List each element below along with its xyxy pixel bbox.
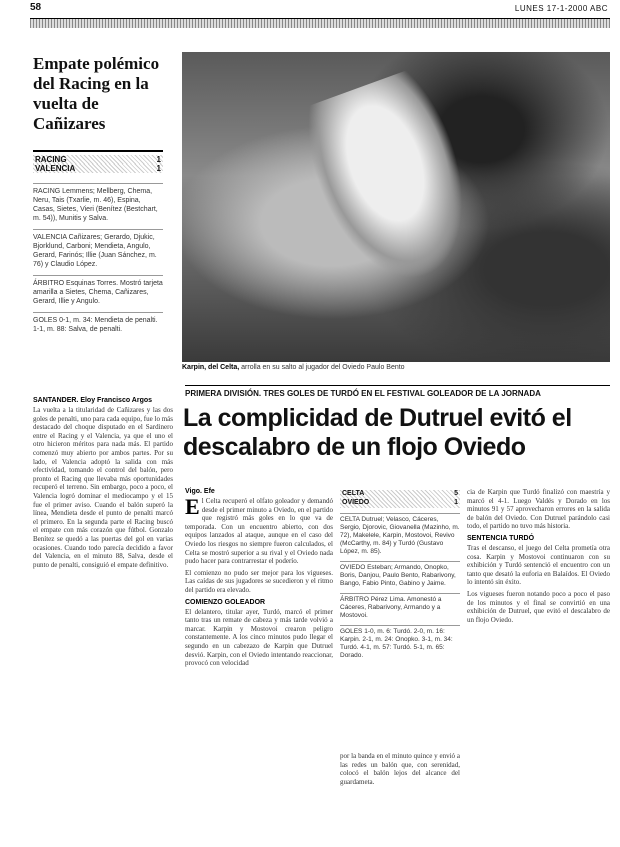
team-name: OVIEDO <box>342 499 370 506</box>
team-score: 5 <box>454 490 458 497</box>
side-story-body <box>33 397 173 569</box>
article-col-3 <box>467 488 610 624</box>
celta-lineup: CELTA Dutruel; Velasco, Cáceres, Sergio, Djorovic, Giovanella (Mazinho, m. 72), Makelele, Karpin, Mostovoi, Revivo (McCarthy, m. 84) y Turdó (Gustavo López, m. 85). <box>340 513 460 556</box>
header-bar <box>30 18 610 28</box>
main-match-sheet <box>340 490 460 660</box>
team-name: VALENCIA <box>35 164 76 173</box>
team-score: 1 <box>454 499 458 506</box>
article-para: El comienzo no pudo ser mejor para los vigueses. Las caídas de sus jugadores se sucedieron y el ritmo del partido era elevado. <box>185 568 333 594</box>
main-referee: ÁRBITRO Pérez Lima. Amonestó a Cáceres, Rabarivony, Armando y a Mostovoi. <box>340 593 460 620</box>
side-goals: GOLES 0-1, m. 34: Mendieta de penalti. 1-1, m. 88: Salva, de penalti. <box>33 312 163 334</box>
article-para: Tras el descanso, el juego del Celta prometía otra cosa. Karpin y Mostovoi continuaron con su exhibición y Turdó sentenció el encuentro con un tanto que desató la euforia en Balaídos. El Oviedo lo intentó sin éxito. <box>467 543 610 587</box>
racing-lineup: RACING Lemmens; Mellberg, Chema, Neru, Tais (Txarlie, m. 46), Espina, Casas, Sietes, Vieri (Benítez (Bestchart, m. 54)), Munitis y Salva. <box>33 183 163 223</box>
team-name: RACING <box>35 155 67 164</box>
article-para: l Celta recuperó el olfato goleador y demandó desde el primer minuto a Oviedo, en el partido que registró más goles en lo que va de temporada. Con un encuentro abierto, con dos equipos lanzados al ataque, aunque en el caso del Oviedo los riesgos no siempre fueron calculados, el Celta se mostró superior a su rival y el Oviedo nada pudo hacer para contrarrestar el poderío. <box>185 497 333 566</box>
article-byline: Vigo. Efe <box>185 488 215 495</box>
article-col-2 <box>340 752 460 786</box>
page-number: 58 <box>30 2 42 13</box>
photo-caption <box>182 364 610 371</box>
article-para: por la banda en el minuto quince y envió a las redes un balón que, con serenidad, colocó el balón lejos del alcance del guardameta. <box>340 752 460 786</box>
caption-text: arrolla en su salto al jugador del Oviedo Paulo Bento <box>239 364 405 371</box>
article-para: El delantero, titular ayer, Turdó, marcó el primer tanto tras un remate de cabeza y más tarde volvió a marcar. Karpin y Mostovoi crearon peligro constantemente. A los cinco minutos pudo llegar el segundo en un cabezazo de Karpin que Dutruel desvió. Karpin, con el Oviedo intentando reaccionar, provocó con velocidad <box>185 607 333 668</box>
side-story-title: Empate polémico del Racing en la vuelta de Cañizares <box>33 54 160 133</box>
score-row <box>33 155 163 164</box>
main-goals: GOLES 1-0, m. 6: Turdó. 2-0, m. 16: Karpin. 2-1, m. 24: Onopko. 3-1, m. 34: Turdó. 4-1, m. 57: Turdó. 5-1, m. 65: Dorado. <box>340 625 460 660</box>
side-match-info <box>33 183 163 334</box>
score-row <box>340 490 460 499</box>
article-subhead: COMIENZO GOLEADOR <box>185 598 266 606</box>
oviedo-lineup: OVIEDO Esteban; Armando, Onopko, Boris, Danjou, Paulo Bento, Rabarivony, Bango, Fabio Pinto, Gabino y Jaime. <box>340 561 460 588</box>
article-col-1 <box>185 488 333 668</box>
team-score: 1 <box>156 155 161 164</box>
article-subhead: SENTENCIA TURDÓ <box>467 534 535 542</box>
side-byline: SANTANDER. Eloy Francisco Argos <box>33 397 153 404</box>
side-referee: ÁRBITRO Esquinas Torres. Mostró tarjeta amarilla a Sietes, Chema, Cañizares, Gerard, Illie y Angulo. <box>33 275 163 306</box>
team-score: 1 <box>156 164 161 173</box>
score-row <box>340 499 460 508</box>
article-para: cia de Karpin que Turdó finalizó con maestría y marcó el 4-1. Luego Valdés y Dorado en los minutos 91 y 57 aprovecharon errores en la salida de balón del Oviedo. Con Dutruel parándolo casi todo, el partido no tuvo más historia. <box>467 488 610 531</box>
article-kicker: PRIMERA DIVISIÓN. TRES GOLES DE TURDÓ EN EL FESTIVAL GOLEADOR DE LA JORNADA <box>185 385 610 398</box>
valencia-lineup: VALENCIA Cañizares; Gerardo, Djukic, Bjorklund, Carboni; Mendieta, Angulo, Gerard, Farinós; Illie (Juan Sánchez, m. 76) y Claudio López. <box>33 229 163 269</box>
caption-lead: Karpin, del Celta, <box>182 364 240 371</box>
drop-cap: E <box>185 494 200 519</box>
match-photo <box>182 52 610 362</box>
page-folio: LUNES 17-1-2000 ABC <box>514 4 608 13</box>
side-scoreboard <box>33 150 163 173</box>
article-headline: La complicidad de Dutruel evitó el descalabro de un flojo Oviedo <box>183 404 572 461</box>
article-para: Los vigueses fueron notando poco a poco el paso de los minutos y el final se convirtió en una exhibición de Dutruel, que evitó el descalabro de un flojo Oviedo. <box>467 589 610 624</box>
player-figure <box>292 64 492 300</box>
score-row <box>33 164 163 173</box>
side-story <box>33 54 163 340</box>
team-name: CELTA <box>342 490 365 497</box>
side-body-text: La vuelta a la titularidad de Cañizares y las dos goles de penalti, uno para cada equipo, fue lo más destacado del choque disputado en el Sardinero entre el Racing y el Valencia, ya que el uno el otro hicieron méritos para nada más. El partido comenzó muy abierto por ambos partes. Por su lado, el Valencia adoptó la salida con más efectividad, tomando el control del balón, pero pronto el Racing que llevaba más oportunidades recuperó el terreno. Sin embargo, poco a poco, el Valencia logró dominar el mediocampo y el 15 fue el primer aviso. Cuando el balón superó la línea, Mendieta desde el punto de penalti marcó el primero. En la segunda parte el Racing buscó el empate con más corazón que fútbol. Gonzalo Benítez se quedó a las puertas del gol en varias ocasiones. Cuando todo parecía decidido a favor del Valencia, en el minuto 88, Salva, desde el punto de penalti, consiguió el empate definitivo. <box>33 406 173 569</box>
